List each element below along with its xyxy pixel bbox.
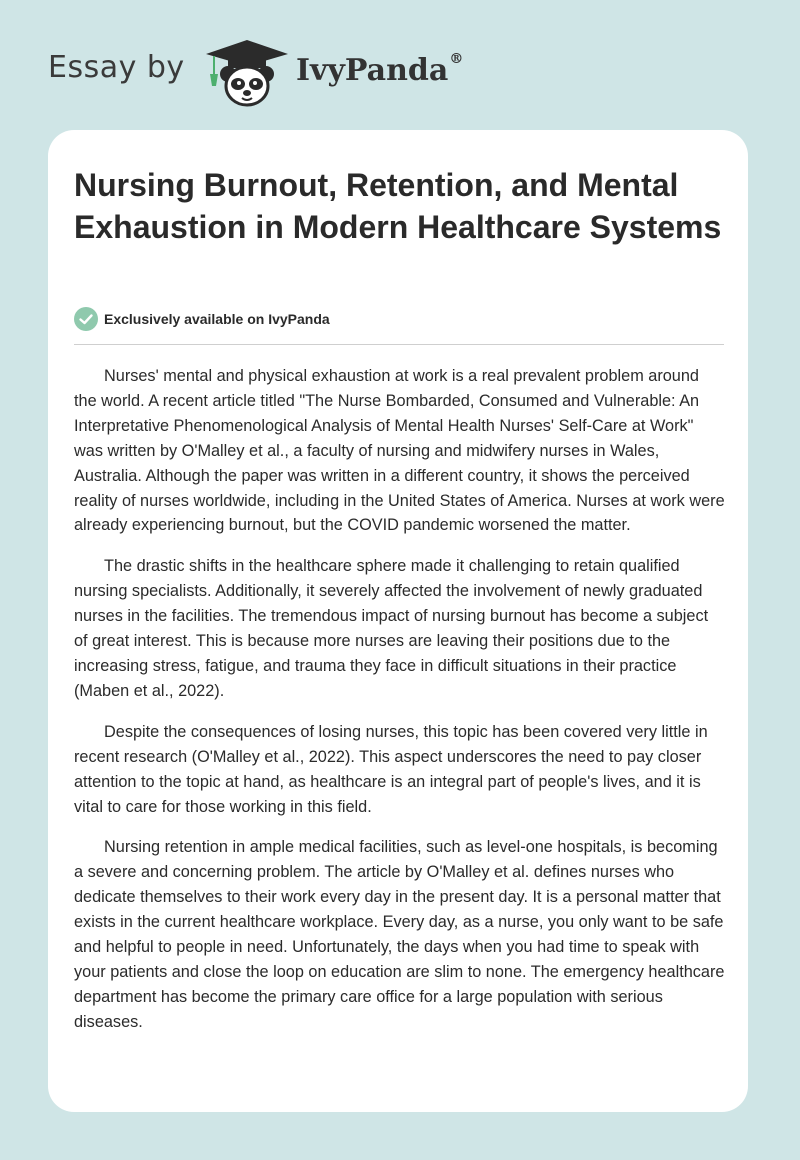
- divider: [74, 344, 724, 345]
- essay-card: [48, 130, 748, 1112]
- essay-paragraph: The drastic shifts in the healthcare sphere made it challenging to retain qualified nursing specialists. Additionally, it severely affected the involvement of newly graduated nurses in the facilities. The tremendous impact of nursing burnout has become a subject of great interest. This is because more nurses are leaving their positions due to the increasing stress, fatigue, and trauma they face in difficult situations in their practice (Maben et al., 2022).: [74, 557, 709, 700]
- essay-paragraph: Despite the consequences of losing nurses, this topic has been covered very little in recent research (O'Malley et al., 2022). This aspect underscores the need to pay closer attention to the topic at hand, as healthcare is an integral part of people's lives, and it is vital to care for those working in this field.: [74, 722, 708, 816]
- brand-logo-text[interactable]: IvyPanda®: [296, 51, 464, 88]
- panda-graduate-icon[interactable]: [202, 36, 292, 108]
- exclusive-badge: [74, 306, 330, 332]
- essay-by-label: Essay by: [48, 50, 185, 85]
- exclusive-badge-label: Exclusively available on IvyPanda: [104, 311, 330, 327]
- essay-paragraph: Nurses' mental and physical exhaustion at work is a real prevalent problem around the world. A recent article titled "The Nurse Bombarded, Consumed and Vulnerable: An Interpretative Phenomenological Analysis of Mental Health Nurses' Self-Care at Work" was written by O'Malley et al., a faculty of nursing and midwifery nurses in Wales, Australia. Although the paper was written in a different country, it shows the perceived reality of nurses worldwide, including in the United States of America. Nurses at work were already experiencing burnout, but the COVID pandemic worsened the matter.: [74, 367, 725, 535]
- check-circle-icon: [74, 307, 98, 331]
- site-header: [0, 0, 800, 130]
- essay-title: Nursing Burnout, Retention, and Mental Exhaustion in Modern Healthcare Systems: [74, 167, 722, 245]
- essay-paragraph: Nursing retention in ample medical facilities, such as level-one hospitals, is becoming a severe and concerning problem. The article by O'Malley et al. defines nurses who dedicate themselves to their work every day in the present day. It is a personal matter that exists in the current healthcare workplace. Every day, as a nurse, you only want to be safe and helpful to people in need. Unfortunately, the days when you had time to speak with your patients and close the loop on education are slim to none. The emergency healthcare department has become the primary care office for a large population with serious diseases.: [74, 838, 725, 1031]
- essay-body: [74, 364, 726, 1051]
